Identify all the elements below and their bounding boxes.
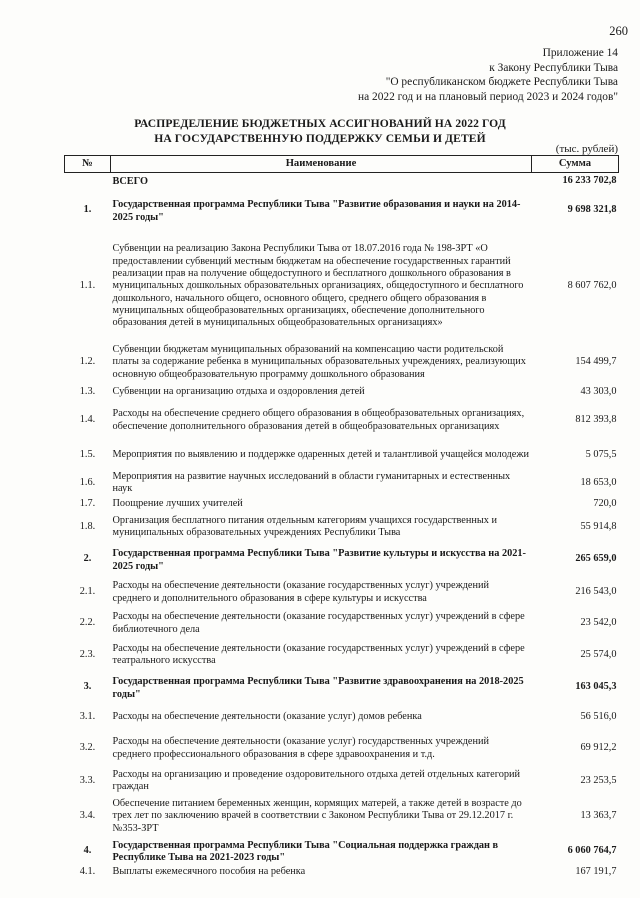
row-sum: 18 653,0 <box>580 476 617 488</box>
row-name: Мероприятия по выявлению и поддержке одаренных детей и талантливой учащейся молодежи <box>112 448 529 460</box>
row-sum: 8 607 762,0 <box>567 280 617 292</box>
annex-header <box>358 46 618 104</box>
row-number: 3.4. <box>79 810 96 822</box>
table-row <box>65 512 619 543</box>
row-number: 2.1. <box>79 586 96 598</box>
table-row <box>65 672 619 704</box>
table-body <box>65 173 619 880</box>
row-name: Субвенции на организацию отдыха и оздоровления детей <box>112 386 365 398</box>
title-line: РАСПРЕДЕЛЕНИЕ БЮДЖЕТНЫХ АССИГНОВАНИЙ НА 2022 ГОД <box>134 117 506 130</box>
table-row <box>65 837 619 866</box>
row-sum: 43 303,0 <box>580 386 617 398</box>
table-row <box>65 577 619 609</box>
annex-line: Приложение 14 <box>542 47 618 59</box>
row-number: 1. <box>83 204 92 216</box>
row-number: 1.3. <box>79 386 96 398</box>
row-number: 2.3. <box>79 648 96 660</box>
row-name: Государственная программа Республики Тыва "Социальная поддержка граждан в Республике Тыва на 2021-2023 годы" <box>112 839 499 863</box>
row-sum: 25 574,0 <box>580 648 617 660</box>
table-row <box>65 441 619 470</box>
row-name: Обеспечение питанием беременных женщин, кормящих матерей, а также детей в возрасте до трех лет по заключению врачей в соответствии с Законом Республики Тыва от 29.12.2017 г. №353-ЗРТ <box>112 798 522 834</box>
row-name: Расходы на обеспечение деятельности (оказание государственных услуг) учреждений среднего и дополнительного образования в сфере культуры и искусства <box>112 580 490 604</box>
row-name: Расходы на обеспечение среднего общего образования в общеобразовательных организациях, обеспечение дополнительного образования детей в общеобразовательных организациях <box>112 408 525 432</box>
row-sum: 69 912,2 <box>580 742 617 754</box>
row-name: Поощрение лучших учителей <box>112 497 243 509</box>
row-sum: 9 698 321,8 <box>567 204 617 216</box>
annex-line: "О республиканском бюджете Республики Тыва <box>385 76 618 88</box>
row-number: 1.2. <box>79 356 96 368</box>
row-sum: 167 191,7 <box>575 866 617 878</box>
row-sum: 13 363,7 <box>580 810 617 822</box>
row-number: 4. <box>83 844 92 856</box>
table-header-row <box>65 156 619 173</box>
document-title <box>0 117 640 146</box>
row-name: Расходы на обеспечение деятельности (оказание государственных услуг) учреждений в сфере библиотечного дела <box>112 611 525 635</box>
row-sum: 163 045,3 <box>575 681 617 693</box>
row-sum: 16 233 702,8 <box>562 174 617 186</box>
row-number: 4.1. <box>79 866 96 878</box>
row-name: Расходы на обеспечение деятельности (оказание государственных услуг) учреждений в сфере театрального искусства <box>112 642 525 666</box>
row-name: Субвенции бюджетам муниципальных образований на компенсацию части родительской платы за содержание ребенка в муниципальных образовательных учреждениях, реализующих основную общеобразовательную программу дошкольного образования <box>112 344 526 380</box>
table-row <box>65 341 619 385</box>
table-row <box>65 704 619 732</box>
row-sum: 23 253,5 <box>580 774 617 786</box>
row-number: 1.1. <box>79 280 96 292</box>
row-name: Расходы на обеспечение деятельности (оказание услуг) домов ребенка <box>112 711 422 723</box>
row-name: Выплаты ежемесячного пособия на ребенка <box>112 866 306 878</box>
row-name: Государственная программа Республики Тыва "Развитие здравоохранения на 2018-2025 годы" <box>112 676 524 700</box>
row-number: 2.2. <box>79 617 96 629</box>
row-number: 2. <box>83 553 92 565</box>
row-number: 3.2. <box>79 742 96 754</box>
page-number: 260 <box>609 24 628 38</box>
row-sum: 812 393,8 <box>575 414 617 426</box>
row-number: 1.8. <box>79 520 96 532</box>
row-sum: 154 499,7 <box>575 356 617 368</box>
table-row <box>65 797 619 837</box>
row-number: 1.5. <box>79 448 96 460</box>
row-sum: 5 075,5 <box>585 448 617 460</box>
header-name: Наименование <box>111 156 532 173</box>
row-number: 1.6. <box>79 476 96 488</box>
annex-line: к Закону Республики Тыва <box>489 61 618 74</box>
table-row <box>65 233 619 341</box>
row-number: 3.1. <box>79 711 96 723</box>
row-name: Субвенции на реализацию Закона Республики Тыва от 18.07.2016 года № 198-ЗРТ «О предоставлении субвенций местным бюджетам на обеспечение государственных гарантий реализации прав на получение общедоступного и бесплатного дошкольного образования в муниципальных дошкольных образовательных организациях, общедоступного и бесплатного дошкольного, начального общего, основного общего, среднего общего образования в муниципальных общеобразовательных организациях, обеспечение дополнительного образования детей в муниципальных общеобразовательных организациях» <box>112 243 524 329</box>
row-number <box>65 173 111 189</box>
header-sum: Сумма <box>532 156 619 173</box>
row-name: Расходы на обеспечение деятельности (оказание услуг) государственных учреждений среднего профессионального образования в сфере здравоохранения и т.д. <box>112 736 490 760</box>
row-number: 1.4. <box>79 414 96 426</box>
table-row <box>65 189 619 233</box>
budget-table <box>64 155 619 880</box>
table-row <box>65 470 619 497</box>
table-row <box>65 639 619 672</box>
row-name: Расходы на организацию и проведение оздоровительного отдыха детей отдельных категорий граждан <box>112 768 521 792</box>
table-row <box>65 173 619 189</box>
table-row <box>65 866 619 880</box>
table-row <box>65 732 619 766</box>
row-sum: 55 914,8 <box>580 520 617 532</box>
header-num: № <box>65 156 111 173</box>
row-sum: 720,0 <box>593 497 617 509</box>
table-row <box>65 497 619 512</box>
row-sum: 56 516,0 <box>580 711 617 723</box>
row-name: Государственная программа Республики Тыва "Развитие образования и науки на 2014-2025 годы" <box>112 199 521 223</box>
units-label: (тыс. рублей) <box>555 143 618 155</box>
row-name: Организация бесплатного питания отдельным категориям учащихся государственных и муниципальных образовательных учреждениях Республики Тыва <box>112 514 498 538</box>
row-name: Мероприятия на развитие научных исследований в области гуманитарных и естественных наук <box>112 470 511 494</box>
table-row <box>65 385 619 401</box>
table-row <box>65 766 619 797</box>
row-number: 3.3. <box>79 774 96 786</box>
table-row <box>65 609 619 639</box>
row-sum: 6 060 764,7 <box>567 844 617 856</box>
row-sum: 216 543,0 <box>575 586 617 598</box>
row-number: 1.7. <box>79 497 96 509</box>
row-name: ВСЕГО <box>112 175 148 187</box>
row-name: Государственная программа Республики Тыва "Развитие культуры и искусства на 2021-2025 годы" <box>112 548 526 572</box>
title-line: НА ГОСУДАРСТВЕННУЮ ПОДДЕРЖКУ СЕМЬИ И ДЕТЕЙ <box>154 131 486 145</box>
row-sum: 265 659,0 <box>575 553 617 565</box>
table-row <box>65 401 619 441</box>
annex-line: на 2022 год и на плановый период 2023 и 2024 годов" <box>358 90 618 103</box>
row-number: 3. <box>83 681 92 693</box>
table-row <box>65 543 619 577</box>
row-sum: 23 542,0 <box>580 617 617 629</box>
